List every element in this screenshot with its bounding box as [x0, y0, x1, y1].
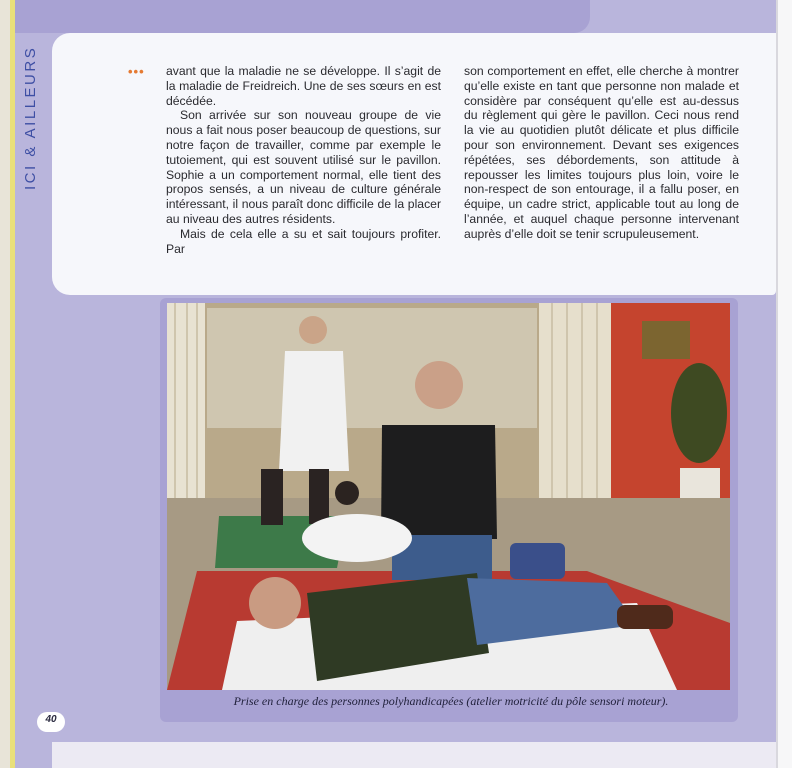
- paragraph: Son arrivée sur son nouveau groupe de vie nous a fait nous poser beaucoup de questions, sur notre façon de travailler, comme par exemple le tutoiement, qui est souvent utilisé sur le pavillon. Sophie a un comportement normal, elle tient des propos sensés, a un niveau de culture générale intéressant, il nous paraît donc difficile de la placer au niveau des autres résidents.: [166, 108, 441, 226]
- bullet-ornament: •••: [128, 64, 145, 79]
- photo: [167, 303, 730, 690]
- article-column-left: [166, 64, 441, 256]
- photo-illustration: [167, 303, 730, 690]
- book-spine: [0, 0, 10, 768]
- facing-page-edge: [776, 0, 792, 768]
- header-band: [15, 0, 590, 33]
- paragraph: son comportement en effet, elle cherche à montrer qu’elle existe en tant que personne non malade et considère par conséquent qu’elle est au-dessus du règlement qui gère le pavillon. Ceci nous rend la vie au quotidien plutôt délicate et plus difficile pour son environnement. Devant ses exigences répétées, ses débordements, son attitude à repousser les limites toujours plus loin, voire le non-respect de son entourage, il a fallu poser, en équipe, un cadre strict, applicable tout au long de l’année, et auquel chaque personne intervenant auprès d’elle doit se tenir scrupuleusement.: [464, 64, 739, 241]
- paragraph: avant que la maladie ne se développe. Il s’agit de la maladie de Freidreich. Une de ses sœurs en est décédée.: [166, 64, 441, 108]
- article-column-right: [464, 64, 739, 242]
- bottom-strip: [52, 742, 776, 768]
- photo-caption: Prise en charge des personnes polyhandicapées (atelier motricité du pôle sensori moteur).: [233, 694, 669, 708]
- paragraph: Mais de cela elle a su et sait toujours profiter. Par: [166, 226, 441, 256]
- section-label: [22, 160, 52, 190]
- page-number: 40: [45, 714, 57, 725]
